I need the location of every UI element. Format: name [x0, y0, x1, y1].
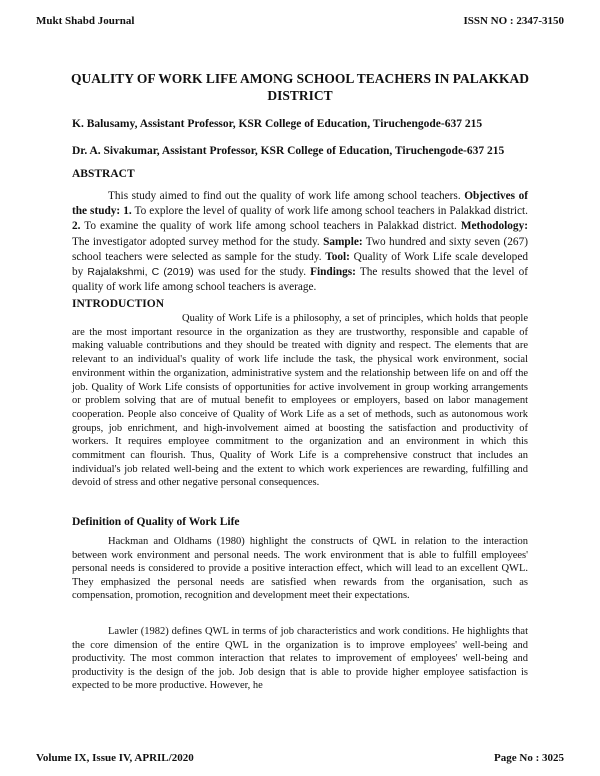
- objective-1: To explore the level of quality of work life among school teachers in Palakkad district.: [131, 205, 528, 218]
- tool-citation: Rajalakshmi, C (2019): [87, 266, 194, 279]
- abstract-heading: ABSTRACT: [72, 168, 135, 180]
- definition-paragraph-2: Lawler (1982) defines QWL in terms of job characteristics and work conditions. He highlights that the core dimension of the entire QWL in the organization is to improve employees' well-being and productivity. The most common interaction that relates to improvement of employees' well-being and productivity is the design of the job. Job design that is able to provide higher employee satisfaction is expected to be more productive. However, he: [72, 626, 528, 692]
- abstract-body: [72, 189, 528, 295]
- volume-issue: Volume IX, Issue IV, APRIL/2020: [36, 752, 194, 764]
- objectives-label: Objectives of the study: 1.: [72, 190, 528, 218]
- paper-title: QUALITY OF WORK LIFE AMONG SCHOOL TEACHERS IN PALAKKAD DISTRICT: [70, 71, 530, 103]
- introduction-heading: INTRODUCTION: [72, 298, 165, 310]
- definition-heading: Definition of Quality of Work Life: [72, 516, 240, 528]
- sample-text: Two hundred and sixty seven (267) school teachers were selected as sample for the study.: [72, 235, 528, 263]
- findings-label: Findings:: [310, 266, 356, 279]
- author-2: Dr. A. Sivakumar, Assistant Professor, KSR College of Education, Tiruchengode-637 215: [72, 145, 505, 157]
- author-1: K. Balusamy, Assistant Professor, KSR College of Education, Tiruchengode-637 215: [72, 118, 483, 130]
- objective-2: To examine the quality of work life among school teachers in Palakkad district.: [80, 220, 461, 233]
- page-footer: [36, 752, 564, 764]
- sample-label: Sample:: [323, 235, 363, 248]
- page-number: Page No : 3025: [494, 752, 564, 764]
- introduction-body: Quality of Work Life is a philosophy, a set of principles, which holds that people are the most important resource in the organization as they are trustworthy, responsible and capable of making valuable contributions and they should be treated with dignity and respect. The elements that are relevant to an individual's quality of work life include the task, the physical work environment, social environment within the organization, administrative system and the relationship between life on and off the job. Quality of Work Life consists of opportunities for active involvement in group working arrangements or problem solving that are of mutual benefit to employees or employers, based on labor management cooperation. People also conceive of Quality of Work Life as a set of methods, such as autonomous work groups, job enrichment, and high-involvement aimed at boosting the satisfaction and productivity of workers. It requires employee commitment to the organization and an environment in which this commitment can flourish. Thus, Quality of Work Life is a comprehensive construct that includes an individual's job related well-being and the extent to which work experiences are rewarding, fulfilling and devoid of stress and other negative personal consequences.: [72, 313, 528, 489]
- objective-2-label: 2.: [72, 220, 81, 233]
- page-header: [36, 15, 564, 27]
- methodology-text: The investigator adopted survey method for the study.: [72, 235, 324, 248]
- methodology-label: Methodology:: [460, 220, 528, 233]
- findings-text: The results showed that the level of quality of work life among school teachers is average.: [72, 266, 529, 294]
- journal-name: Mukt Shabd Journal: [36, 15, 135, 27]
- tool-text-a: Quality of Work Life scale developed by: [72, 250, 528, 279]
- tool-label: Tool:: [325, 250, 350, 263]
- tool-text-c: was used for the study.: [193, 266, 311, 279]
- issn-number: ISSN NO : 2347-3150: [463, 15, 564, 27]
- abstract-intro: This study aimed to find out the quality of work life among school teachers.: [108, 190, 465, 202]
- definition-paragraph-1: Hackman and Oldhams (1980) highlight the constructs of QWL in relation to the interaction between work environment and personal needs. The work environment that is able to fulfill employees' personal needs is considered to provide a positive interaction effect, which will lead to an excellent QWL. They emphasized the personal needs are satisfied when rewards from the organisation, such as compensation, promotion, recognition and development meet their expectations.: [72, 536, 528, 602]
